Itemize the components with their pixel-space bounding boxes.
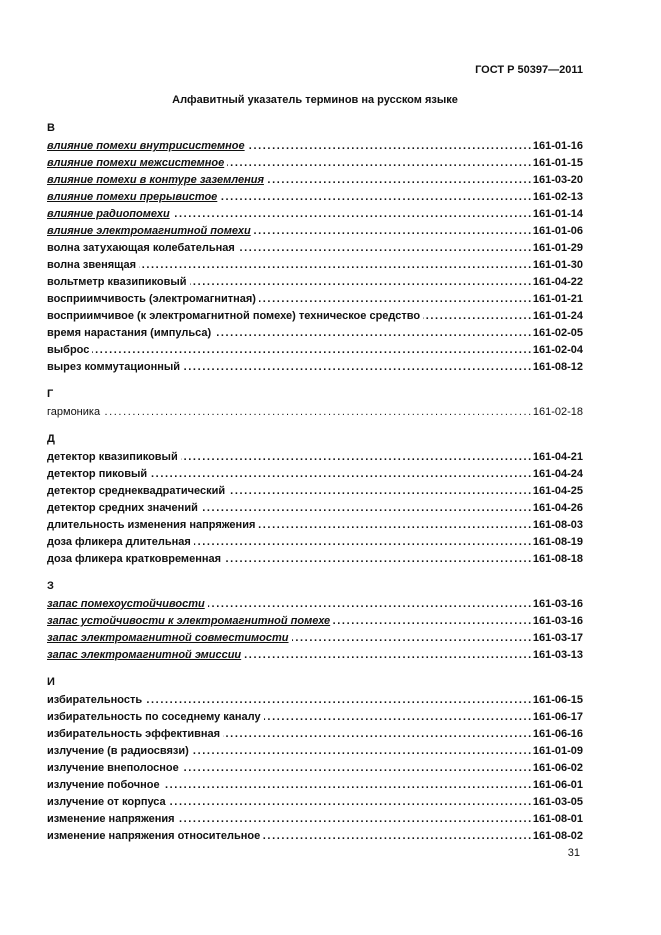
index-term: вольтметр квазипиковый xyxy=(47,276,187,288)
dot-leader xyxy=(220,189,533,206)
index-entry xyxy=(47,726,583,743)
index-reference-number: 161-04-26 xyxy=(532,502,583,514)
dot-leader xyxy=(248,138,533,155)
section-letter: З xyxy=(47,580,54,592)
index-entry xyxy=(47,483,583,500)
index-term: волна звенящая xyxy=(47,259,137,271)
index-reference-number: 161-01-21 xyxy=(532,293,583,305)
dot-leader xyxy=(182,760,533,777)
index-reference-number: 161-04-22 xyxy=(532,276,583,288)
index-entry xyxy=(47,223,583,240)
dot-leader xyxy=(254,223,533,240)
index-reference-number: 161-04-21 xyxy=(532,451,583,463)
index-term: восприимчивое (к электромагнитной помехе) техническое средство xyxy=(47,310,421,322)
section-letter: В xyxy=(47,122,55,134)
index-entry xyxy=(47,359,583,376)
page-number: 31 xyxy=(567,847,580,859)
index-section xyxy=(47,431,583,568)
index-entry xyxy=(47,449,583,466)
dot-leader xyxy=(208,596,533,613)
section-letter: Д xyxy=(47,433,55,445)
index-entry xyxy=(47,647,583,664)
index-term: волна затухающая колебательная xyxy=(47,242,235,254)
index-entry xyxy=(47,692,583,709)
index-term: время нарастания (импульса) xyxy=(47,327,212,339)
index-term: гармоника xyxy=(47,406,101,418)
index-entry xyxy=(47,517,583,534)
index-reference-number: 161-01-29 xyxy=(532,242,583,254)
index-reference-number: 161-01-15 xyxy=(532,157,583,169)
dot-leader xyxy=(169,794,533,811)
dot-leader xyxy=(181,449,533,466)
index-term: запас помехоустойчивости xyxy=(47,598,205,610)
index-section xyxy=(47,674,583,845)
index-reference-number: 161-06-02 xyxy=(532,762,583,774)
index-section xyxy=(47,386,583,421)
index-reference-number: 161-08-12 xyxy=(532,361,583,373)
index-reference-number: 161-01-24 xyxy=(532,310,583,322)
index-term: излучение от корпуса xyxy=(47,796,166,808)
index-entry xyxy=(47,613,583,630)
index-entry xyxy=(47,811,583,828)
index-term: излучение внеполосное xyxy=(47,762,179,774)
index-term: изменение напряжения xyxy=(47,813,175,825)
index-term: доза фликера кратковременная xyxy=(47,553,222,565)
index-entry xyxy=(47,240,583,257)
index-term: запас электромагнитной совместимости xyxy=(47,632,289,644)
index-entry xyxy=(47,551,583,568)
index-term: излучение побочное xyxy=(47,779,160,791)
index-reference-number: 161-01-14 xyxy=(532,208,583,220)
index-entry xyxy=(47,138,583,155)
dot-leader xyxy=(178,811,533,828)
index-term: влияние электромагнитной помехи xyxy=(47,225,251,237)
index-term: длительность изменения напряжения xyxy=(47,519,256,531)
index-entry xyxy=(47,760,583,777)
index-reference-number: 161-03-17 xyxy=(532,632,583,644)
index-entry xyxy=(47,828,583,845)
page-title: Алфавитный указатель терминов на русском языке xyxy=(172,94,458,106)
index-reference-number: 161-08-02 xyxy=(532,830,583,842)
index-entry xyxy=(47,189,583,206)
section-letter: Г xyxy=(47,388,54,400)
dot-leader xyxy=(173,206,533,223)
term-index xyxy=(47,120,583,845)
index-term: восприимчивость (электромагнитная) xyxy=(47,293,256,305)
standard-designation: ГОСТ Р 50397—2011 xyxy=(475,64,583,76)
index-term: детектор пиковый xyxy=(47,468,148,480)
index-reference-number: 161-04-25 xyxy=(532,485,583,497)
index-entry xyxy=(47,794,583,811)
index-reference-number: 161-06-01 xyxy=(532,779,583,791)
dot-leader xyxy=(228,483,533,500)
dot-leader xyxy=(92,342,532,359)
index-reference-number: 161-04-24 xyxy=(532,468,583,480)
index-term: избирательность xyxy=(47,694,143,706)
dot-leader xyxy=(145,692,533,709)
dot-leader xyxy=(192,743,533,760)
dot-leader xyxy=(201,500,533,517)
dot-leader xyxy=(267,172,533,189)
index-term: влияние помехи в контуре заземления xyxy=(47,174,264,186)
index-reference-number: 161-08-18 xyxy=(532,553,583,565)
index-entry xyxy=(47,155,583,172)
index-section xyxy=(47,120,583,376)
index-reference-number: 161-03-16 xyxy=(532,615,583,627)
index-entry xyxy=(47,630,583,647)
index-entry xyxy=(47,172,583,189)
index-entry xyxy=(47,534,583,551)
index-reference-number: 161-06-15 xyxy=(532,694,583,706)
index-entry xyxy=(47,500,583,517)
index-entry xyxy=(47,709,583,726)
index-term: влияние радиопомехи xyxy=(47,208,170,220)
dot-leader xyxy=(139,257,533,274)
dot-leader xyxy=(214,325,533,342)
index-term: изменение напряжения относительное xyxy=(47,830,261,842)
dot-leader xyxy=(150,466,533,483)
index-term: влияние помехи внутрисистемное xyxy=(47,140,245,152)
index-term: излучение (в радиосвязи) xyxy=(47,745,189,757)
index-reference-number: 161-01-30 xyxy=(532,259,583,271)
index-reference-number: 161-01-16 xyxy=(532,140,583,152)
index-entry xyxy=(47,274,583,291)
index-reference-number: 161-03-13 xyxy=(532,649,583,661)
index-entry xyxy=(47,308,583,325)
index-term: детектор квазипиковый xyxy=(47,451,178,463)
dot-leader xyxy=(258,517,532,534)
index-section xyxy=(47,578,583,664)
index-entry xyxy=(47,743,583,760)
index-term: влияние помехи межсистемное xyxy=(47,157,225,169)
index-term: запас устойчивости к электромагнитной помехе xyxy=(47,615,331,627)
dot-leader xyxy=(190,274,533,291)
index-term: влияние помехи прерывистое xyxy=(47,191,218,203)
index-entry xyxy=(47,342,583,359)
index-reference-number: 161-03-05 xyxy=(532,796,583,808)
index-entry xyxy=(47,325,583,342)
index-term: избирательность эффективная xyxy=(47,728,221,740)
dot-leader xyxy=(163,777,533,794)
index-entry xyxy=(47,257,583,274)
index-reference-number: 161-06-17 xyxy=(532,711,583,723)
index-reference-number: 161-03-20 xyxy=(532,174,583,186)
dot-leader xyxy=(263,828,533,845)
dot-leader xyxy=(227,155,533,172)
dot-leader xyxy=(259,291,533,308)
dot-leader xyxy=(423,308,533,325)
dot-leader xyxy=(292,630,533,647)
index-reference-number: 161-02-05 xyxy=(532,327,583,339)
index-reference-number: 161-01-09 xyxy=(532,745,583,757)
index-reference-number: 161-06-16 xyxy=(532,728,583,740)
index-entry xyxy=(47,596,583,613)
index-entry xyxy=(47,404,583,421)
index-term: выброс xyxy=(47,344,90,356)
index-term: детектор средних значений xyxy=(47,502,198,514)
index-entry xyxy=(47,777,583,794)
index-term: вырез коммутационный xyxy=(47,361,181,373)
index-entry xyxy=(47,291,583,308)
dot-leader xyxy=(194,534,533,551)
dot-leader xyxy=(244,647,533,664)
index-reference-number: 161-08-01 xyxy=(532,813,583,825)
index-reference-number: 161-02-13 xyxy=(532,191,583,203)
dot-leader xyxy=(103,404,533,421)
index-reference-number: 161-01-06 xyxy=(532,225,583,237)
dot-leader xyxy=(238,240,533,257)
dot-leader xyxy=(183,359,533,376)
index-reference-number: 161-03-16 xyxy=(532,598,583,610)
index-term: детектор среднеквадратический xyxy=(47,485,226,497)
index-reference-number: 161-02-04 xyxy=(532,344,583,356)
index-term: запас электромагнитной эмиссии xyxy=(47,649,242,661)
index-entry xyxy=(47,466,583,483)
index-term: избирательность по соседнему каналу xyxy=(47,711,261,723)
index-reference-number: 161-08-03 xyxy=(532,519,583,531)
dot-leader xyxy=(224,551,533,568)
section-letter: И xyxy=(47,676,55,688)
index-entry xyxy=(47,206,583,223)
dot-leader xyxy=(264,709,533,726)
dot-leader xyxy=(223,726,533,743)
index-term: доза фликера длительная xyxy=(47,536,191,548)
index-reference-number: 161-02-18 xyxy=(532,406,583,418)
index-reference-number: 161-08-19 xyxy=(532,536,583,548)
dot-leader xyxy=(333,613,533,630)
